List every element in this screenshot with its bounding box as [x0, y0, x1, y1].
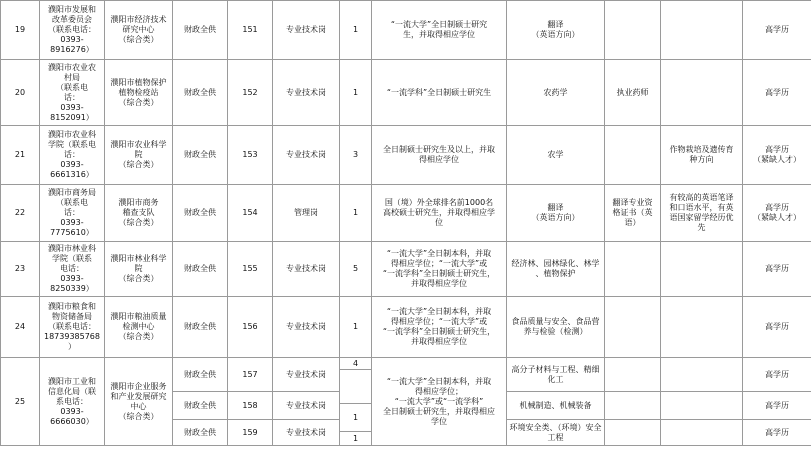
cell-other[interactable]: 有较高的英语笔译 和口语水平，有英 语国家留学经历优 先	[661, 185, 743, 242]
cell-num[interactable]: 1	[340, 297, 372, 358]
table-row	[1, 242, 811, 297]
cell-dept[interactable]: 濮阳市商务 稽查支队 （综合类）	[105, 185, 173, 242]
table-row	[1, 60, 811, 126]
cell-code[interactable]: 157	[228, 358, 273, 392]
cell-other[interactable]	[661, 1, 743, 60]
cell-fund[interactable]: 财政全供	[173, 358, 228, 392]
cell-no[interactable]: 25	[1, 358, 40, 446]
table-row	[1, 297, 811, 358]
cell-unit[interactable]: 濮阳市农业科 学院（联系电 话： 0393- 6661316）	[40, 126, 105, 185]
cell-num[interactable]: 3	[340, 126, 372, 185]
cell-note[interactable]: 高学历 （紧缺人才）	[743, 126, 811, 185]
cell-num[interactable]: 5	[340, 242, 372, 297]
cell-fund[interactable]: 财政全供	[173, 242, 228, 297]
cell-no[interactable]: 22	[1, 185, 40, 242]
table-row	[1, 185, 811, 242]
cell-major[interactable]: 机械制造、机械装备	[507, 392, 605, 420]
cell-major[interactable]: 环境安全类、（环境）安全 工程	[507, 420, 605, 446]
cell-other[interactable]	[661, 60, 743, 126]
cell-cert[interactable]: 翻译专业资 格证书（英 语）	[605, 185, 661, 242]
cell-code[interactable]: 154	[228, 185, 273, 242]
cell-note[interactable]: 高学历	[743, 358, 811, 392]
cell-cert[interactable]: 执业药师	[605, 60, 661, 126]
cell-major[interactable]: 农学	[507, 126, 605, 185]
cell-edu[interactable]: “一流大学”全日制硕士研究 生，并取得相应学位	[372, 1, 507, 60]
cell-num[interactable]: 1	[340, 60, 372, 126]
cell-unit[interactable]: 濮阳市商务局 （联系电 话： 0393- 7775610）	[40, 185, 105, 242]
cell-code[interactable]: 156	[228, 297, 273, 358]
cell-post[interactable]: 专业技术岗	[273, 297, 340, 358]
cell-edu[interactable]: “一流大学”全日制本科，并取 得相应学位； “一流大学”或“一流学科” 全日制硕士研究生，并取得相应 学位	[372, 358, 507, 446]
cell-no[interactable]: 23	[1, 242, 40, 297]
cell-cert[interactable]	[605, 358, 661, 392]
cell-fund[interactable]: 财政全供	[173, 126, 228, 185]
cell-edu[interactable]: 国（境）外全球排名前1000名 高校硕士研究生，并取得相应学 位	[372, 185, 507, 242]
cell-post[interactable]: 专业技术岗	[273, 60, 340, 126]
cell-post[interactable]: 管理岗	[273, 185, 340, 242]
cell-unit[interactable]: 濮阳市工业和 信息化局（联 系电话： 0393- 6666030）	[40, 358, 105, 446]
cell-no[interactable]: 21	[1, 126, 40, 185]
cell-note[interactable]: 高学历	[743, 392, 811, 420]
cell-cert[interactable]	[605, 392, 661, 420]
cell-fund[interactable]: 财政全供	[173, 392, 228, 420]
cell-cert[interactable]	[605, 126, 661, 185]
cell-dept[interactable]: 濮阳市林业科学 院 （综合类）	[105, 242, 173, 297]
cell-unit[interactable]: 濮阳市林业科 学院（联系 电话： 0393- 8250339）	[40, 242, 105, 297]
cell-num[interactable]: 1	[340, 1, 372, 60]
cell-edu[interactable]: 全日制硕士研究生及以上，并取 得相应学位	[372, 126, 507, 185]
cell-note[interactable]: 高学历	[743, 297, 811, 358]
cell-num[interactable]: 1	[340, 432, 372, 446]
cell-unit[interactable]: 濮阳市粮食和 物资储备局 （联系电话： 18739385768 ）	[40, 297, 105, 358]
cell-major[interactable]: 高分子材料与工程、精细 化工	[507, 358, 605, 392]
cell-note[interactable]: 高学历	[743, 242, 811, 297]
cell-other[interactable]	[661, 392, 743, 420]
cell-code[interactable]: 158	[228, 392, 273, 420]
cell-post[interactable]: 专业技术岗	[273, 420, 340, 446]
cell-fund[interactable]: 财政全供	[173, 297, 228, 358]
cell-code[interactable]: 151	[228, 1, 273, 60]
cell-num[interactable]	[340, 370, 372, 404]
cell-dept[interactable]: 濮阳市植物保护 植物检疫站 （综合类）	[105, 60, 173, 126]
cell-post[interactable]: 专业技术岗	[273, 358, 340, 392]
cell-code[interactable]: 153	[228, 126, 273, 185]
cell-note[interactable]: 高学历	[743, 420, 811, 446]
cell-no[interactable]: 19	[1, 1, 40, 60]
cell-code[interactable]: 152	[228, 60, 273, 126]
table-row	[1, 1, 811, 60]
cell-other[interactable]	[661, 242, 743, 297]
cell-fund[interactable]: 财政全供	[173, 185, 228, 242]
cell-major[interactable]: 食品质量与安全、食品营 养与检验（检测）	[507, 297, 605, 358]
cell-other[interactable]: 作物栽培及遗传育 种方向	[661, 126, 743, 185]
cell-unit[interactable]: 濮阳市发展和 改革委员会 （联系电话： 0393- 8916276）	[40, 1, 105, 60]
cell-note[interactable]: 高学历	[743, 60, 811, 126]
cell-edu[interactable]: “一流大学”全日制本科，并取 得相应学位；“一流大学”或 “一流学科”全日制硕士研究生， 并取得相应学位	[372, 242, 507, 297]
cell-other[interactable]	[661, 420, 743, 446]
cell-cert[interactable]	[605, 242, 661, 297]
cell-fund[interactable]: 财政全供	[173, 1, 228, 60]
cell-other[interactable]	[661, 297, 743, 358]
cell-post[interactable]: 专业技术岗	[273, 126, 340, 185]
cell-note[interactable]: 高学历	[743, 1, 811, 60]
table-row	[1, 358, 811, 370]
cell-dept[interactable]: 濮阳市农业科学 院 （综合类）	[105, 126, 173, 185]
cell-num[interactable]: 4	[340, 358, 372, 370]
cell-post[interactable]: 专业技术岗	[273, 1, 340, 60]
table-row	[1, 126, 811, 185]
cell-edu[interactable]: “一流学科”全日制硕士研究生	[372, 60, 507, 126]
cell-dept[interactable]: 濮阳市企业服务 和产业发展研究 中心 （综合类）	[105, 358, 173, 446]
cell-cert[interactable]	[605, 297, 661, 358]
cell-fund[interactable]: 财政全供	[173, 420, 228, 446]
cell-no[interactable]: 24	[1, 297, 40, 358]
cell-post[interactable]: 专业技术岗	[273, 242, 340, 297]
cell-cert[interactable]	[605, 420, 661, 446]
cell-major[interactable]: 翻译 （英语方向）	[507, 1, 605, 60]
cell-dept[interactable]: 濮阳市粮油质量 检测中心 （综合类）	[105, 297, 173, 358]
cell-note[interactable]: 高学历 （紧缺人才）	[743, 185, 811, 242]
cell-major[interactable]: 经济林、园林绿化、林学 、植物保护	[507, 242, 605, 297]
cell-code[interactable]: 159	[228, 420, 273, 446]
cell-dept[interactable]: 濮阳市经济技术 研究中心 （综合类）	[105, 1, 173, 60]
cell-major[interactable]: 翻译 （英语方向）	[507, 185, 605, 242]
cell-fund[interactable]: 财政全供	[173, 60, 228, 126]
cell-post[interactable]: 专业技术岗	[273, 392, 340, 420]
cell-no[interactable]: 20	[1, 60, 40, 126]
cell-num[interactable]: 1	[340, 404, 372, 432]
cell-code[interactable]: 155	[228, 242, 273, 297]
cell-major[interactable]: 农药学	[507, 60, 605, 126]
cell-other[interactable]	[661, 358, 743, 392]
cell-num[interactable]: 1	[340, 185, 372, 242]
cell-cert[interactable]	[605, 1, 661, 60]
cell-unit[interactable]: 濮阳市农业农 村局 （联系电 话： 0393- 8152091）	[40, 60, 105, 126]
cell-edu[interactable]: “一流大学”全日制本科，并取 得相应学位；“一流大学”或 “一流学科”全日制硕士研究生， 并取得相应学位	[372, 297, 507, 358]
